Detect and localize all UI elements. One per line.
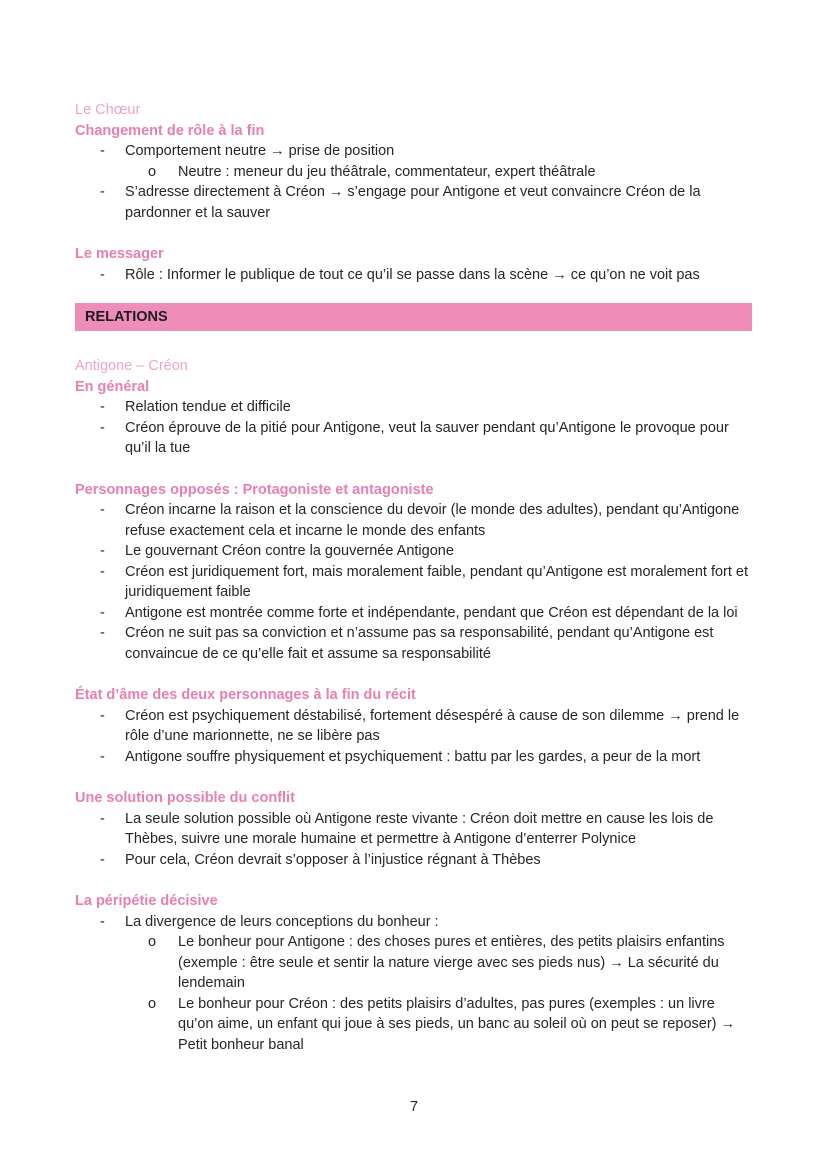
bullet-marker: -	[100, 707, 105, 724]
bullet-marker: -	[100, 913, 105, 930]
bullet-marker: -	[100, 748, 105, 765]
bullet-marker: -	[100, 143, 105, 159]
list-item	[75, 397, 752, 418]
bullet-text: Le bonheur pour Créon : des petits plaisirs d’adultes, pas pures (exemples : un livre qu’on aime, un enfant qui joue à ses pieds, un banc au soleil où on peut se reposer) → Petit bonheur banal	[178, 995, 736, 1053]
section-heading-bold: État d’âme des deux personnages à la fin du récit	[75, 687, 416, 703]
bullet-text: Pour cela, Créon devrait s’opposer à l’injustice régnant à Thèbes	[125, 851, 541, 868]
list-item	[75, 912, 752, 933]
section-heading-bold: Une solution possible du conflit	[75, 790, 295, 806]
list-item	[75, 162, 752, 183]
bullet-text: Antigone est montrée comme forte et indépendante, pendant que Créon est dépendant de la loi	[125, 604, 738, 621]
list-item	[75, 850, 752, 871]
list-item	[75, 603, 752, 624]
bullet-text: Le bonheur pour Antigone : des choses pures et entières, des petits plaisirs enfantins (exemple : être seule et sentir la nature vierge avec ses pieds nus) → La sécurité du lendemain	[178, 934, 725, 991]
bullet-text: Comportement neutre → prise de position	[125, 143, 395, 159]
bullet-marker: -	[100, 563, 105, 580]
bullet-text: S’adresse directement à Créon → s’engage pour Antigone et veut convaincre Créon de la pardonner et la sauver	[125, 184, 701, 221]
bullet-marker: -	[100, 543, 105, 559]
bullet-text: Rôle : Informer le publique de tout ce qu’il se passe dans la scène → ce qu’on ne voit pas	[125, 266, 700, 283]
section-heading-bold: En général	[75, 378, 150, 395]
section-heading-light: Antigone – Créon	[75, 358, 188, 374]
bullet-text: La seule solution possible où Antigone reste vivante : Créon doit mettre en cause les lois de Thèbes, suivre une morale humaine et permettre à Antigone d’enterrer Polynice	[125, 810, 714, 847]
bullet-marker: -	[100, 625, 105, 641]
section-antigone-creon	[75, 356, 752, 459]
list-item	[75, 500, 752, 541]
bullet-marker: -	[100, 266, 105, 283]
list-item	[75, 141, 752, 162]
relations-banner	[75, 303, 752, 331]
page-number: 7	[409, 1099, 419, 1115]
list-item	[75, 265, 752, 286]
bullet-marker: -	[100, 810, 105, 827]
list-item	[75, 541, 752, 562]
bullet-text: Créon éprouve de la pitié pour Antigone, veut la sauver pendant qu’Antigone le provoque pour qu’il la tue	[125, 419, 729, 456]
section-heading-light: Le Chœur	[75, 102, 141, 118]
bullet-text: Créon est juridiquement fort, mais moralement faible, pendant qu’Antigone est moralement fort et juridiquement faible	[125, 563, 749, 600]
bullet-text: Créon incarne la raison et la conscience du devoir (le monde des adultes), pendant qu’Antigone refuse exactement cela et incarne le monde des enfants	[125, 502, 740, 539]
section-solution-possible	[75, 788, 752, 870]
list-item	[75, 182, 752, 223]
bullet-marker: o	[148, 934, 157, 950]
bullet-text: Antigone souffre physiquement et psychiquement : battu par les gardes, a peur de la mort	[125, 748, 701, 765]
list-item	[75, 706, 752, 747]
bullet-marker: -	[100, 851, 105, 868]
bullet-marker: -	[100, 604, 105, 621]
section-le-messager	[75, 244, 752, 285]
bullet-marker: -	[100, 399, 105, 415]
relations-banner-label: RELATIONS	[85, 309, 168, 325]
section-peripetie-decisive	[75, 891, 752, 1055]
bullet-text: Créon est psychiquement déstabilisé, fortement désespéré à cause de son dilemme → prend le rôle d’une marionnette, ne se libère pas	[125, 707, 740, 744]
bullet-marker: o	[148, 163, 157, 180]
bullet-text: Relation tendue et difficile	[125, 399, 291, 415]
section-personnages-opposes	[75, 480, 752, 665]
bullet-marker: -	[100, 502, 105, 518]
bullet-marker: o	[148, 995, 157, 1012]
list-item	[75, 562, 752, 603]
list-item	[75, 932, 752, 994]
section-heading-bold: Personnages opposés : Protagoniste et antagoniste	[75, 481, 434, 498]
section-heading-bold: Changement de rôle à la fin	[75, 122, 265, 139]
bullet-text: Le gouvernant Créon contre la gouvernée Antigone	[125, 543, 454, 559]
list-item	[75, 747, 752, 768]
bullet-marker: -	[100, 184, 105, 200]
list-item	[75, 418, 752, 459]
bullet-text: Neutre : meneur du jeu théâtrale, commentateur, expert théâtrale	[178, 163, 596, 180]
bullet-marker: -	[100, 419, 105, 436]
list-item	[75, 623, 752, 664]
bullet-text: La divergence de leurs conceptions du bonheur :	[125, 913, 439, 930]
section-etat-d-ame	[75, 685, 752, 767]
section-heading-bold: Le messager	[75, 246, 164, 262]
section-heading-bold: La péripétie décisive	[75, 893, 218, 909]
list-item	[75, 809, 752, 850]
list-item	[75, 994, 752, 1056]
section-le-choeur	[75, 100, 752, 223]
bullet-text: Créon ne suit pas sa conviction et n’assume pas sa responsabilité, pendant qu’Antigone est convaincue de ce qu’elle fait et assume sa responsabilité	[125, 625, 714, 662]
